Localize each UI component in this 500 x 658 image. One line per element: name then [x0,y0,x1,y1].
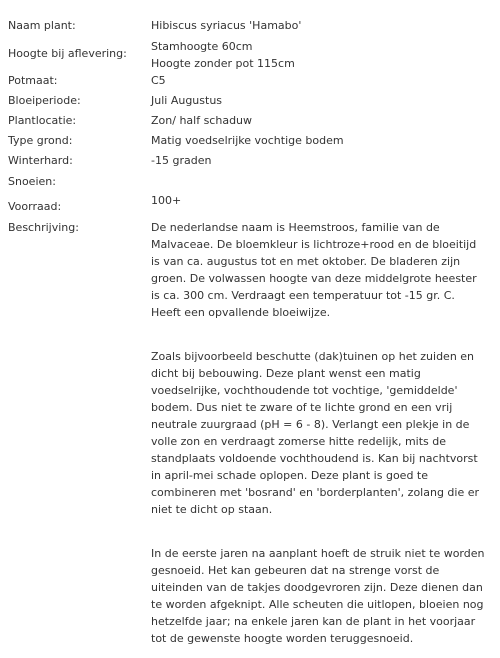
spec-value-hoogte [151,38,483,72]
spec-value-voorraad: 100+ [151,194,182,207]
spec-label-type-grond: Type grond: [8,134,73,147]
description-p2-line: volle zon en verdraagt zomerse hitte redelijk, mits de [151,435,447,448]
spec-value-hoogte-line-2: Hoogte zonder pot 115cm [151,57,295,70]
spec-label-plantlocatie: Plantlocatie: [8,114,77,127]
description-p2-line: niet te dicht op staan. [151,503,273,516]
description-p2-line: voedselrijke, vochthoudende tot vochtige, 'gemiddelde' [151,384,458,397]
spec-label-bloeiperiode: Bloeiperiode: [8,94,81,107]
description-p1-line: Heeft een opvallende bloeiwijze. [151,306,331,319]
description-p3-line: hetzelfde jaar; na enkele jaren kan de plant in het voorjaar [151,615,476,628]
description-p2-line: dicht bij bebouwing. Deze plant wenst een matig [151,367,421,380]
spec-value-potmaat: C5 [151,74,166,87]
description-p1-line: De nederlandse naam is Heemstroos, familie van de [151,221,440,234]
description-p3-line: uiteinden van de takjes doodgevroren zijn. Deze dienen dan [151,581,483,594]
spec-label-naam-plant: Naam plant: [8,19,76,32]
spec-label-potmaat: Potmaat: [8,74,58,87]
spec-label-hoogte: Hoogte bij aflevering: [8,47,127,60]
spec-label-winterhard: Winterhard: [8,154,73,167]
description-p2-line: neutrale zuurgraad (pH = 6 - 8). Verlangt een plekje in de [151,418,470,431]
description-paragraph-1 [151,219,483,321]
description-p1-line: Malvaceae. De bloemkleur is lichtroze+rood en de bloeitijd [151,238,477,251]
spec-value-beschrijving [151,219,483,647]
description-p3-line: tot de gewenste hoogte worden teruggesnoeid. [151,632,414,645]
description-p2-line: bodem. Dus niet te zware of te lichte grond en een vrij [151,401,453,414]
description-paragraph-3 [151,545,483,647]
description-p1-line: is ca. 300 cm. Verdraagt een temperatuur tot -15 gr. C. [151,289,455,302]
spec-label-beschrijving: Beschrijving: [8,221,79,234]
spec-value-winterhard: -15 graden [151,154,212,167]
description-p1-line: groen. De volwassen hoogte van deze middelgrote heester [151,272,477,285]
description-p1-line: is van ca. augustus tot en met oktober. De bladeren zijn [151,255,461,268]
spec-value-type-grond: Matig voedselrijke vochtige bodem [151,134,344,147]
description-p2-line: Zoals bijvoorbeeld beschutte (dak)tuinen op het zuiden en [151,350,475,363]
spec-label-snoeien: Snoeien: [8,175,56,188]
description-p2-line: combineren met 'bosrand' en 'borderplanten', zolang die er [151,486,480,499]
description-p3-line: gesnoeid. Het kan gebeuren dat na strenge vorst de [151,564,440,577]
description-paragraph-2 [151,348,483,518]
description-p2-line: in april-mei schade oplopen. Deze plant is goed te [151,469,428,482]
spec-label-voorraad: Voorraad: [8,200,62,213]
description-p3-line: te worden afgeknipt. Alle scheuten die uitlopen, bloeien nog [151,598,484,611]
description-p2-line: standplaats voldoende vochthoudend is. Kan bij nachtvorst [151,452,478,465]
description-p3-line: In de eerste jaren na aanplant hoeft de struik niet te worden [151,547,485,560]
spec-value-naam-plant: Hibiscus syriacus 'Hamabo' [151,19,302,32]
spec-value-bloeiperiode: Juli Augustus [151,94,223,107]
spec-value-plantlocatie: Zon/ half schaduw [151,114,253,127]
spec-value-hoogte-line-1: Stamhoogte 60cm [151,40,253,53]
